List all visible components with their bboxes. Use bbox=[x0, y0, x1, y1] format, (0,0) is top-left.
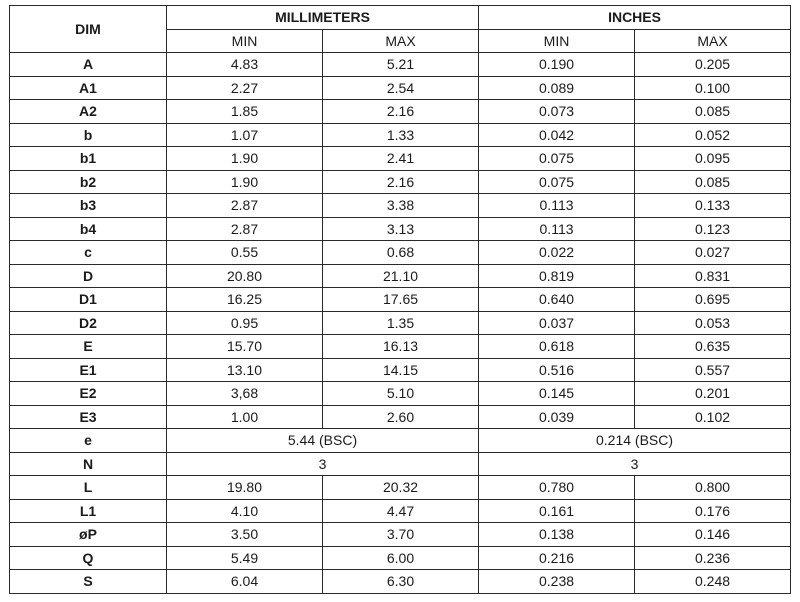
table-row bbox=[10, 241, 791, 265]
in-max-cell: 0.100 bbox=[635, 76, 791, 100]
in-span-cell: 0.214 (BSC) bbox=[479, 429, 791, 453]
dim-cell: A bbox=[10, 53, 167, 77]
mm-max-cell: 2.16 bbox=[323, 100, 479, 124]
in-min-cell: 0.819 bbox=[479, 264, 635, 288]
dim-cell: S bbox=[10, 570, 167, 594]
dim-cell: Q bbox=[10, 546, 167, 570]
inches-header: INCHES bbox=[479, 6, 791, 30]
mm-min-cell: 6.04 bbox=[167, 570, 323, 594]
in-max-cell: 0.085 bbox=[635, 170, 791, 194]
mm-max-cell: 3.38 bbox=[323, 194, 479, 218]
dimensions-table-container bbox=[9, 5, 791, 594]
mm-min-cell: 2.87 bbox=[167, 194, 323, 218]
mm-min-cell: 2.87 bbox=[167, 217, 323, 241]
in-min-cell: 0.216 bbox=[479, 546, 635, 570]
dim-cell: c bbox=[10, 241, 167, 265]
in-max-cell: 0.831 bbox=[635, 264, 791, 288]
mm-min-cell: 4.10 bbox=[167, 499, 323, 523]
mm-max-cell: 14.15 bbox=[323, 358, 479, 382]
table-row bbox=[10, 546, 791, 570]
mm-min-header: MIN bbox=[167, 29, 323, 53]
in-max-cell: 0.557 bbox=[635, 358, 791, 382]
mm-min-cell: 0.95 bbox=[167, 311, 323, 335]
dim-cell: E1 bbox=[10, 358, 167, 382]
in-min-cell: 0.039 bbox=[479, 405, 635, 429]
mm-max-cell: 2.60 bbox=[323, 405, 479, 429]
table-row bbox=[10, 147, 791, 171]
in-span-cell: 3 bbox=[479, 452, 791, 476]
dim-cell: b3 bbox=[10, 194, 167, 218]
in-max-cell: 0.027 bbox=[635, 241, 791, 265]
dim-cell: b1 bbox=[10, 147, 167, 171]
in-min-cell: 0.138 bbox=[479, 523, 635, 547]
mm-max-cell: 6.00 bbox=[323, 546, 479, 570]
in-max-cell: 0.133 bbox=[635, 194, 791, 218]
mm-min-cell: 15.70 bbox=[167, 335, 323, 359]
table-row bbox=[10, 100, 791, 124]
table-row bbox=[10, 476, 791, 500]
mm-min-cell: 1.90 bbox=[167, 147, 323, 171]
in-min-header: MIN bbox=[479, 29, 635, 53]
mm-max-cell: 5.10 bbox=[323, 382, 479, 406]
table-row bbox=[10, 499, 791, 523]
in-min-cell: 0.516 bbox=[479, 358, 635, 382]
header-row-units bbox=[10, 6, 791, 30]
table-row bbox=[10, 170, 791, 194]
table-row bbox=[10, 217, 791, 241]
mm-min-cell: 1.85 bbox=[167, 100, 323, 124]
in-min-cell: 0.037 bbox=[479, 311, 635, 335]
table-row bbox=[10, 335, 791, 359]
dim-cell: øP bbox=[10, 523, 167, 547]
table-row bbox=[10, 523, 791, 547]
dim-cell: D1 bbox=[10, 288, 167, 312]
mm-max-cell: 2.41 bbox=[323, 147, 479, 171]
mm-min-cell: 1.90 bbox=[167, 170, 323, 194]
mm-max-cell: 20.32 bbox=[323, 476, 479, 500]
in-max-cell: 0.695 bbox=[635, 288, 791, 312]
dim-cell: b4 bbox=[10, 217, 167, 241]
mm-max-cell: 1.35 bbox=[323, 311, 479, 335]
dim-cell: A2 bbox=[10, 100, 167, 124]
table-row bbox=[10, 53, 791, 77]
in-max-cell: 0.095 bbox=[635, 147, 791, 171]
dim-cell: A1 bbox=[10, 76, 167, 100]
dim-cell: D2 bbox=[10, 311, 167, 335]
in-max-cell: 0.052 bbox=[635, 123, 791, 147]
mm-min-cell: 20.80 bbox=[167, 264, 323, 288]
table-row bbox=[10, 405, 791, 429]
in-max-cell: 0.102 bbox=[635, 405, 791, 429]
mm-min-cell: 16.25 bbox=[167, 288, 323, 312]
mm-max-cell: 4.47 bbox=[323, 499, 479, 523]
mm-min-cell: 1.07 bbox=[167, 123, 323, 147]
table-row bbox=[10, 123, 791, 147]
mm-min-cell: 3.50 bbox=[167, 523, 323, 547]
dim-cell: L bbox=[10, 476, 167, 500]
table-row bbox=[10, 311, 791, 335]
mm-max-cell: 5.21 bbox=[323, 53, 479, 77]
in-max-cell: 0.123 bbox=[635, 217, 791, 241]
mm-max-cell: 17.65 bbox=[323, 288, 479, 312]
in-min-cell: 0.190 bbox=[479, 53, 635, 77]
in-min-cell: 0.022 bbox=[479, 241, 635, 265]
in-min-cell: 0.089 bbox=[479, 76, 635, 100]
mm-max-header: MAX bbox=[323, 29, 479, 53]
dim-cell: L1 bbox=[10, 499, 167, 523]
in-max-cell: 0.176 bbox=[635, 499, 791, 523]
mm-min-cell: 3,68 bbox=[167, 382, 323, 406]
table-row bbox=[10, 358, 791, 382]
millimeters-header: MILLIMETERS bbox=[167, 6, 479, 30]
dim-cell: b bbox=[10, 123, 167, 147]
dim-cell: b2 bbox=[10, 170, 167, 194]
in-min-cell: 0.618 bbox=[479, 335, 635, 359]
in-min-cell: 0.780 bbox=[479, 476, 635, 500]
in-max-cell: 0.146 bbox=[635, 523, 791, 547]
mm-max-cell: 2.16 bbox=[323, 170, 479, 194]
table-row bbox=[10, 452, 791, 476]
mm-max-cell: 3.13 bbox=[323, 217, 479, 241]
in-max-cell: 0.248 bbox=[635, 570, 791, 594]
mm-span-cell: 3 bbox=[167, 452, 479, 476]
mm-max-cell: 21.10 bbox=[323, 264, 479, 288]
mm-min-cell: 2.27 bbox=[167, 76, 323, 100]
in-min-cell: 0.238 bbox=[479, 570, 635, 594]
in-max-cell: 0.800 bbox=[635, 476, 791, 500]
dim-cell: E3 bbox=[10, 405, 167, 429]
dim-cell: E bbox=[10, 335, 167, 359]
table-row bbox=[10, 194, 791, 218]
dim-cell: D bbox=[10, 264, 167, 288]
table-header bbox=[10, 6, 791, 53]
dim-cell: E2 bbox=[10, 382, 167, 406]
table-row bbox=[10, 429, 791, 453]
mm-max-cell: 2.54 bbox=[323, 76, 479, 100]
in-max-cell: 0.085 bbox=[635, 100, 791, 124]
mm-max-cell: 16.13 bbox=[323, 335, 479, 359]
mm-min-cell: 1.00 bbox=[167, 405, 323, 429]
in-max-cell: 0.201 bbox=[635, 382, 791, 406]
in-min-cell: 0.145 bbox=[479, 382, 635, 406]
in-min-cell: 0.075 bbox=[479, 147, 635, 171]
mm-span-cell: 5.44 (BSC) bbox=[167, 429, 479, 453]
in-min-cell: 0.640 bbox=[479, 288, 635, 312]
mm-min-cell: 4.83 bbox=[167, 53, 323, 77]
table-row bbox=[10, 264, 791, 288]
table-body bbox=[10, 53, 791, 594]
in-min-cell: 0.113 bbox=[479, 194, 635, 218]
table-row bbox=[10, 76, 791, 100]
dim-column-header: DIM bbox=[10, 6, 167, 53]
in-min-cell: 0.161 bbox=[479, 499, 635, 523]
mm-max-cell: 3.70 bbox=[323, 523, 479, 547]
in-max-cell: 0.205 bbox=[635, 53, 791, 77]
mm-min-cell: 19.80 bbox=[167, 476, 323, 500]
mm-max-cell: 1.33 bbox=[323, 123, 479, 147]
table-row bbox=[10, 570, 791, 594]
mm-max-cell: 0.68 bbox=[323, 241, 479, 265]
in-max-cell: 0.236 bbox=[635, 546, 791, 570]
dim-cell: N bbox=[10, 452, 167, 476]
dimensions-table bbox=[9, 5, 791, 594]
in-min-cell: 0.113 bbox=[479, 217, 635, 241]
table-row bbox=[10, 288, 791, 312]
mm-min-cell: 5.49 bbox=[167, 546, 323, 570]
in-max-header: MAX bbox=[635, 29, 791, 53]
mm-min-cell: 13.10 bbox=[167, 358, 323, 382]
mm-max-cell: 6.30 bbox=[323, 570, 479, 594]
in-min-cell: 0.042 bbox=[479, 123, 635, 147]
mm-min-cell: 0.55 bbox=[167, 241, 323, 265]
table-row bbox=[10, 382, 791, 406]
in-min-cell: 0.075 bbox=[479, 170, 635, 194]
in-max-cell: 0.053 bbox=[635, 311, 791, 335]
dim-cell: e bbox=[10, 429, 167, 453]
in-max-cell: 0.635 bbox=[635, 335, 791, 359]
in-min-cell: 0.073 bbox=[479, 100, 635, 124]
